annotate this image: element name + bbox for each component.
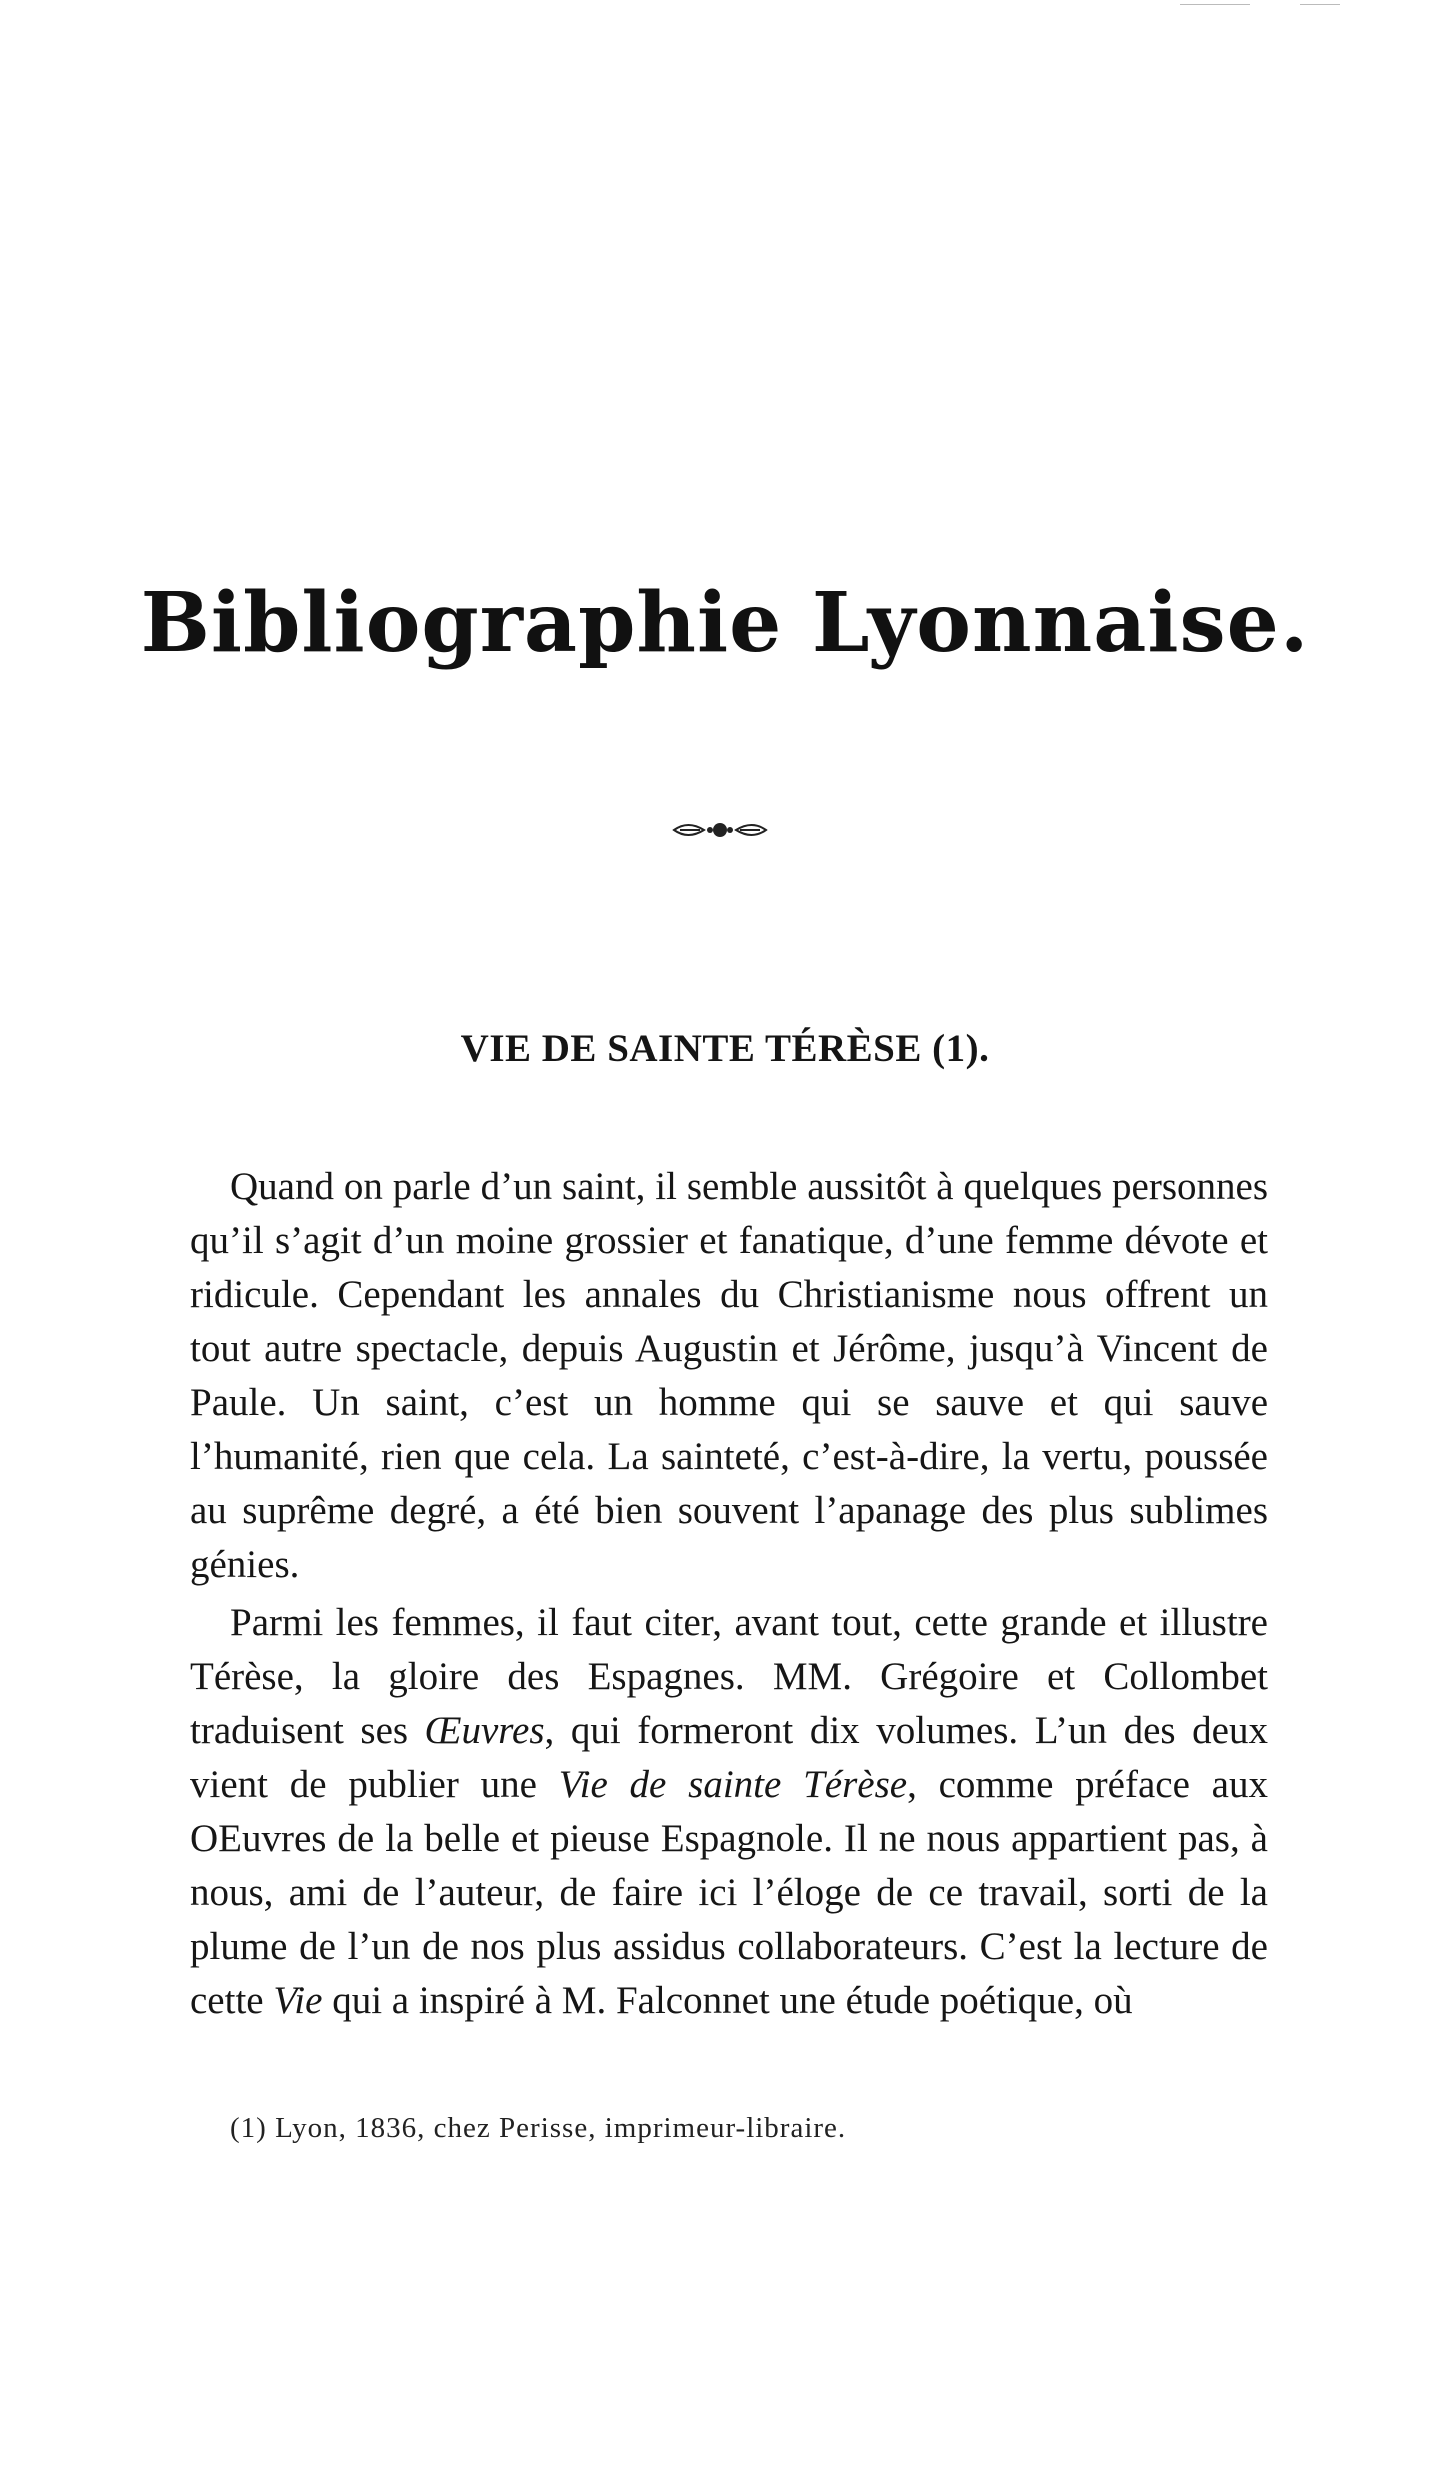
section-heading: VIE DE SAINTE TÉRÈSE (1). [460, 1027, 990, 1070]
paragraph-text: Quand on parle d’un saint, il semble aussitôt à quelques personnes qu’il s’agit d’un moine grossier et fanatique, d’une femme dévote et ridicule. Cependant les annales du Christianisme nous offrent un tout autre spectacle, depuis Augustin et Jérôme, jusqu’à Vincent de Paule. Un saint, c’est un homme qui se sauve et qui sauve l’humanité, rien que cela. La sainteté, c’est-à-dire, la vertu, poussée au suprême degré, a été bien souvent l’apanage des plus sublimes génies. [190, 1165, 1268, 1586]
italic-title: Œuvres [424, 1709, 545, 1752]
paragraph-2 [190, 1596, 1268, 2028]
fleuron-ornament-icon [670, 816, 770, 844]
body-text [190, 1160, 1268, 2028]
page-title: Bibliographie Lyonnaise. [140, 575, 1310, 671]
paragraph-text: , comme préface aux OEuvres de la belle et pieuse Espagnole. Il ne nous appartient pas, à nous, ami de l’auteur, de faire ici l’éloge de ce travail, sorti de la plume de l’un de nos plus assidus collaborateurs. C’est la lecture de cette [190, 1763, 1268, 2022]
paragraph-text: , qui formeront dix volumes. L’un des deux vient de publier une [190, 1709, 1268, 1806]
paragraph-1 [190, 1160, 1268, 1592]
footnote: (1) Lyon, 1836, chez Perisse, imprimeur-libraire. [230, 2112, 847, 2144]
italic-title: Vie [273, 1979, 323, 2022]
scan-mark [1180, 4, 1250, 5]
paragraph-text: qui a inspiré à M. Falconnet une étude poétique, où [322, 1979, 1133, 2022]
italic-title: Vie de sainte Térèse [558, 1763, 908, 1806]
paragraph-text: Parmi les femmes, il faut citer, avant tout, cette grande et illustre Térèse, la gloire des Espagnes. MM. Grégoire et Collombet traduisent ses [190, 1601, 1268, 1752]
scan-mark [1300, 4, 1340, 5]
